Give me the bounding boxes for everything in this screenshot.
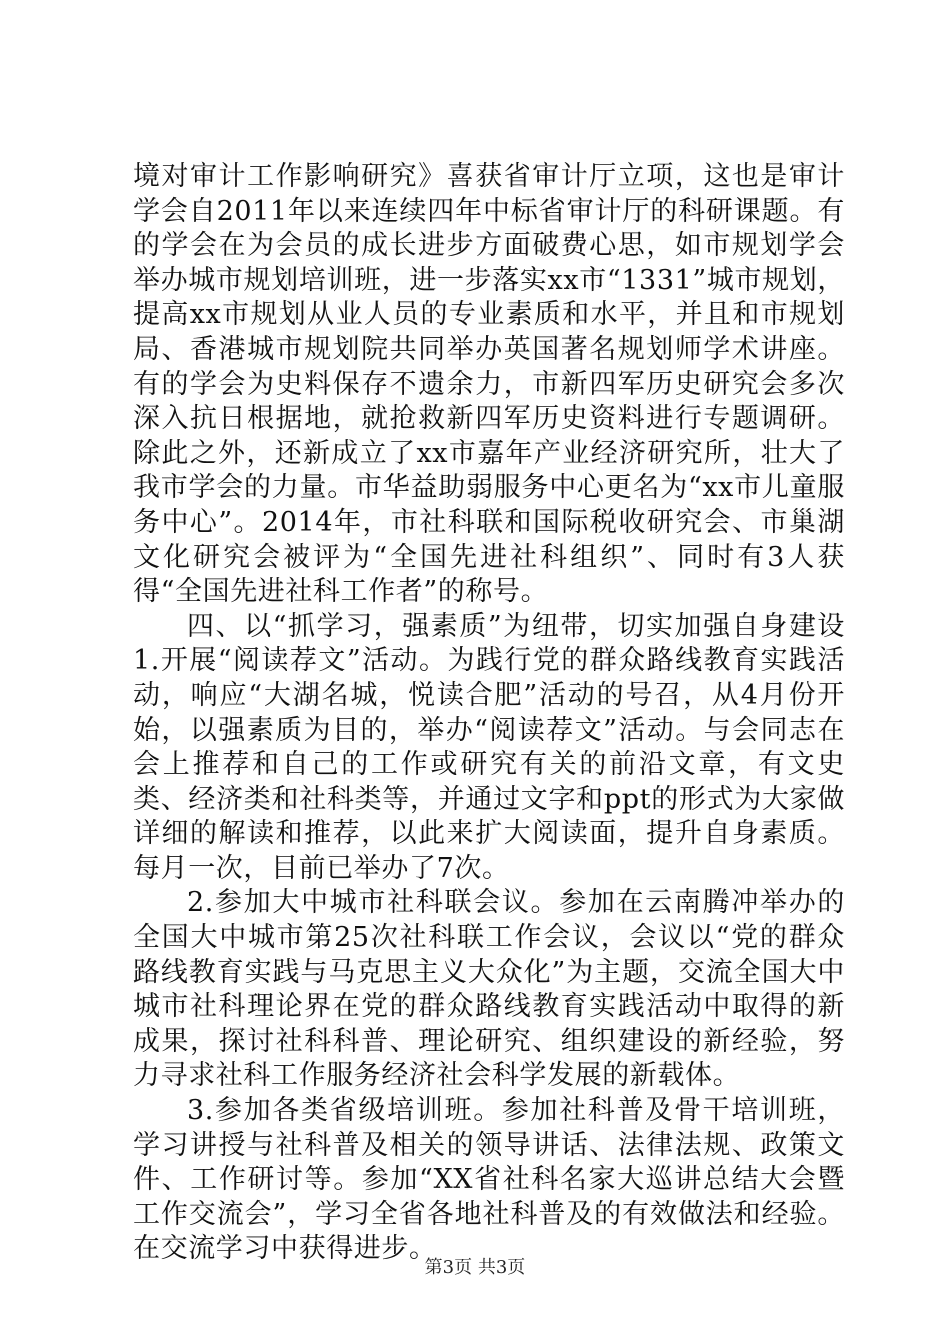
page-number-footer: 第3页 共3页 [424,1257,526,1278]
paragraph-item-3: 3.参加各类省级培训班。参加社科普及骨干培训班，学习讲授与社科普及相关的领导讲话、法律法规、政策文件、工作研讨等。参加“XX省社科名家大巡讲总结大会暨工作交流会”，学习全省各地社科普及的有效做法和经验。在交流学习中获得进步。 [133,1095,845,1265]
paragraph-section-4: 四、以“抓学习，强素质”为纽带，切实加强自身建设1.开展“阅读荐文”活动。为践行党的群众路线教育实践活动，响应“大湖名城，悦读合肥”活动的号召，从4月份开始，以强素质为目的，举办“阅读荐文”活动。与会同志在会上推荐和自己的工作或研究有关的前沿文章，有文史类、经济类和社科类等，并通过文字和ppt的形式为大家做详细的解读和推荐，以此来扩大阅读面，提升自身素质。每月一次，目前已举办了7次。 [133,610,845,884]
paragraph-continuation: 境对审计工作影响研究》喜获省审计厅立项，这也是审计学会自2011年以来连续四年中标省审计厅的科研课题。有的学会在为会员的成长进步方面破费心思，如市规划学会举办城市规划培训班，进一步落实xx市“1331”城市规划，提高xx市规划从业人员的专业素质和水平，并且和市规划局、香港城市规划院共同举办英国著名规划师学术讲座。有的学会为史料保存不遗余力，市新四军历史研究会多次深入抗日根据地，就抢救新四军历史资料进行专题调研。除此之外，还新成立了xx市嘉年产业经济研究所，壮大了我市学会的力量。市华益助弱服务中心更名为“xx市儿童服务中心”。2014年，市社科联和国际税收研究会、市巢湖文化研究会被评为“全国先进社科组织”、同时有3人获得“全国先进社科工作者”的称号。 [133,161,845,608]
paragraph-item-2: 2.参加大中城市社科联会议。参加在云南腾冲举办的全国大中城市第25次社科联工作会议，会议以“党的群众路线教育实践与马克思主义大众化”为主题，交流全国大中城市社科理论界在党的群众路线教育实践活动中取得的新成果，探讨社科科普、理论研究、组织建设的新经验，努力寻求社科工作服务经济社会科学发展的新载体。 [133,887,845,1092]
document-body [133,160,845,1267]
